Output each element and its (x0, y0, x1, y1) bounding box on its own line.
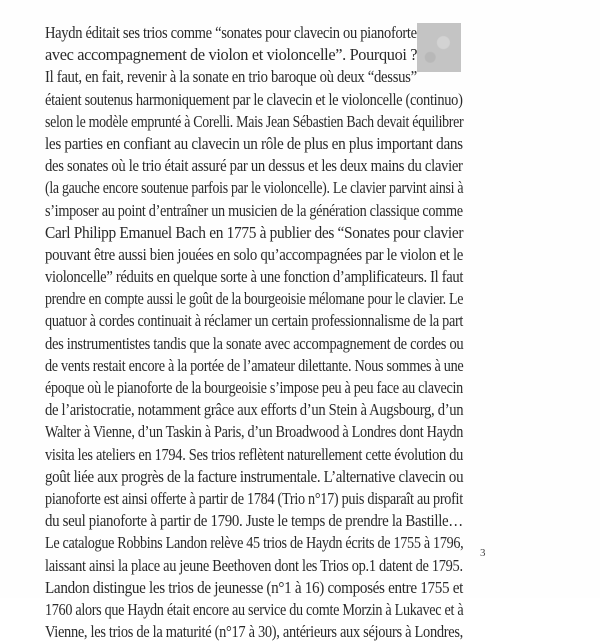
text-line: quatuor à cordes continuait à réclamer un certain professionnalisme de la part (45, 311, 464, 331)
text-line: Landon distingue les trios de jeunesse (n°1 à 16) composés entre 1755 et (45, 577, 464, 597)
text-line: avec accompagnement de violon et violoncelle”. Pourquoi ? (45, 45, 418, 65)
page-number: 3 (480, 547, 486, 559)
text-line: du seul pianoforte à partir de 1790. Juste le temps de prendre la Bastille… (45, 511, 463, 531)
text-line: visita les ateliers en 1794. Ses trios reflètent naturellement cette évolution du (45, 444, 463, 464)
text-line: Vienne, les trios de la maturité (n°17 à 30), antérieurs aux séjours à Londres, (45, 622, 463, 642)
text-line: goût liée aux progrès de la facture instrumentale. L’alternative clavecin ou (45, 466, 464, 486)
body-text (45, 22, 463, 643)
text-line: des sonates où le trio était assuré par un dessus et les deux mains du clavier (45, 156, 463, 176)
text-line: violoncelle” réduits en quelque sorte à une fonction d’amplificateurs. Il faut (45, 267, 464, 287)
text-line: étaient soutenus harmoniquement par le clavecin et le violoncelle (continuo) (45, 89, 463, 109)
text-line: Haydn éditait ses trios comme “sonates pour clavecin ou pianoforte (45, 23, 417, 42)
text-line: de vents restait encore à la portée de l’amateur dilettante. Nous sommes à une (45, 355, 464, 375)
text-line: Walter à Vienne, d’un Taskin à Paris, d’un Broadwood à Londres dont Haydn (45, 422, 464, 442)
text-line: époque où le pianoforte de la bourgeoisie s’impose peu à peu face au clavecin (45, 378, 463, 397)
text-line: s’imposer au point d’entraîner un musicien de la génération classique comme (45, 200, 463, 220)
text-line: (la gauche encore soutenue parfois par le violoncelle). Le clavier parvint ainsi à (45, 178, 464, 198)
text-line: prendre en compte aussi le goût de la bourgeoisie mélomane pour le clavier. Le (45, 289, 464, 309)
text-line: de l’aristocratie, notamment grâce aux efforts d’un Stein à Augsbourg, d’un (45, 400, 464, 420)
text-line: Carl Philipp Emanuel Bach en 1775 à publier des “Sonates pour clavier (45, 222, 464, 242)
text-line: Le catalogue Robbins Landon relève 45 trios de Haydn écrits de 1755 à 1796, (45, 533, 464, 553)
text-line: selon le modèle emprunté à Corelli. Mais Jean Sébastien Bach devait équilibrer (45, 111, 464, 131)
text-line: pouvant être aussi bien jouées en solo qu’accompagnées par le violon et le (45, 244, 464, 264)
text-line: les parties en confiant au clavecin un rôle de plus en plus important dans (45, 133, 463, 153)
text-line: Il faut, en fait, revenir à la sonate en trio baroque où deux “dessus” (45, 67, 417, 87)
text-line: pianoforte est ainsi offerte à partir de 1784 (Trio n°17) puis disparaît au profit (45, 488, 463, 508)
text-line: laissant ainsi la place au jeune Beethoven dont les Trios op.1 datent de 1795. (45, 555, 463, 575)
text-line: 1760 alors que Haydn était encore au service du comte Morzin à Lukavec et à (45, 599, 464, 619)
text-line: des instrumentistes tandis que la sonate avec accompagnement de cordes ou (45, 333, 464, 353)
